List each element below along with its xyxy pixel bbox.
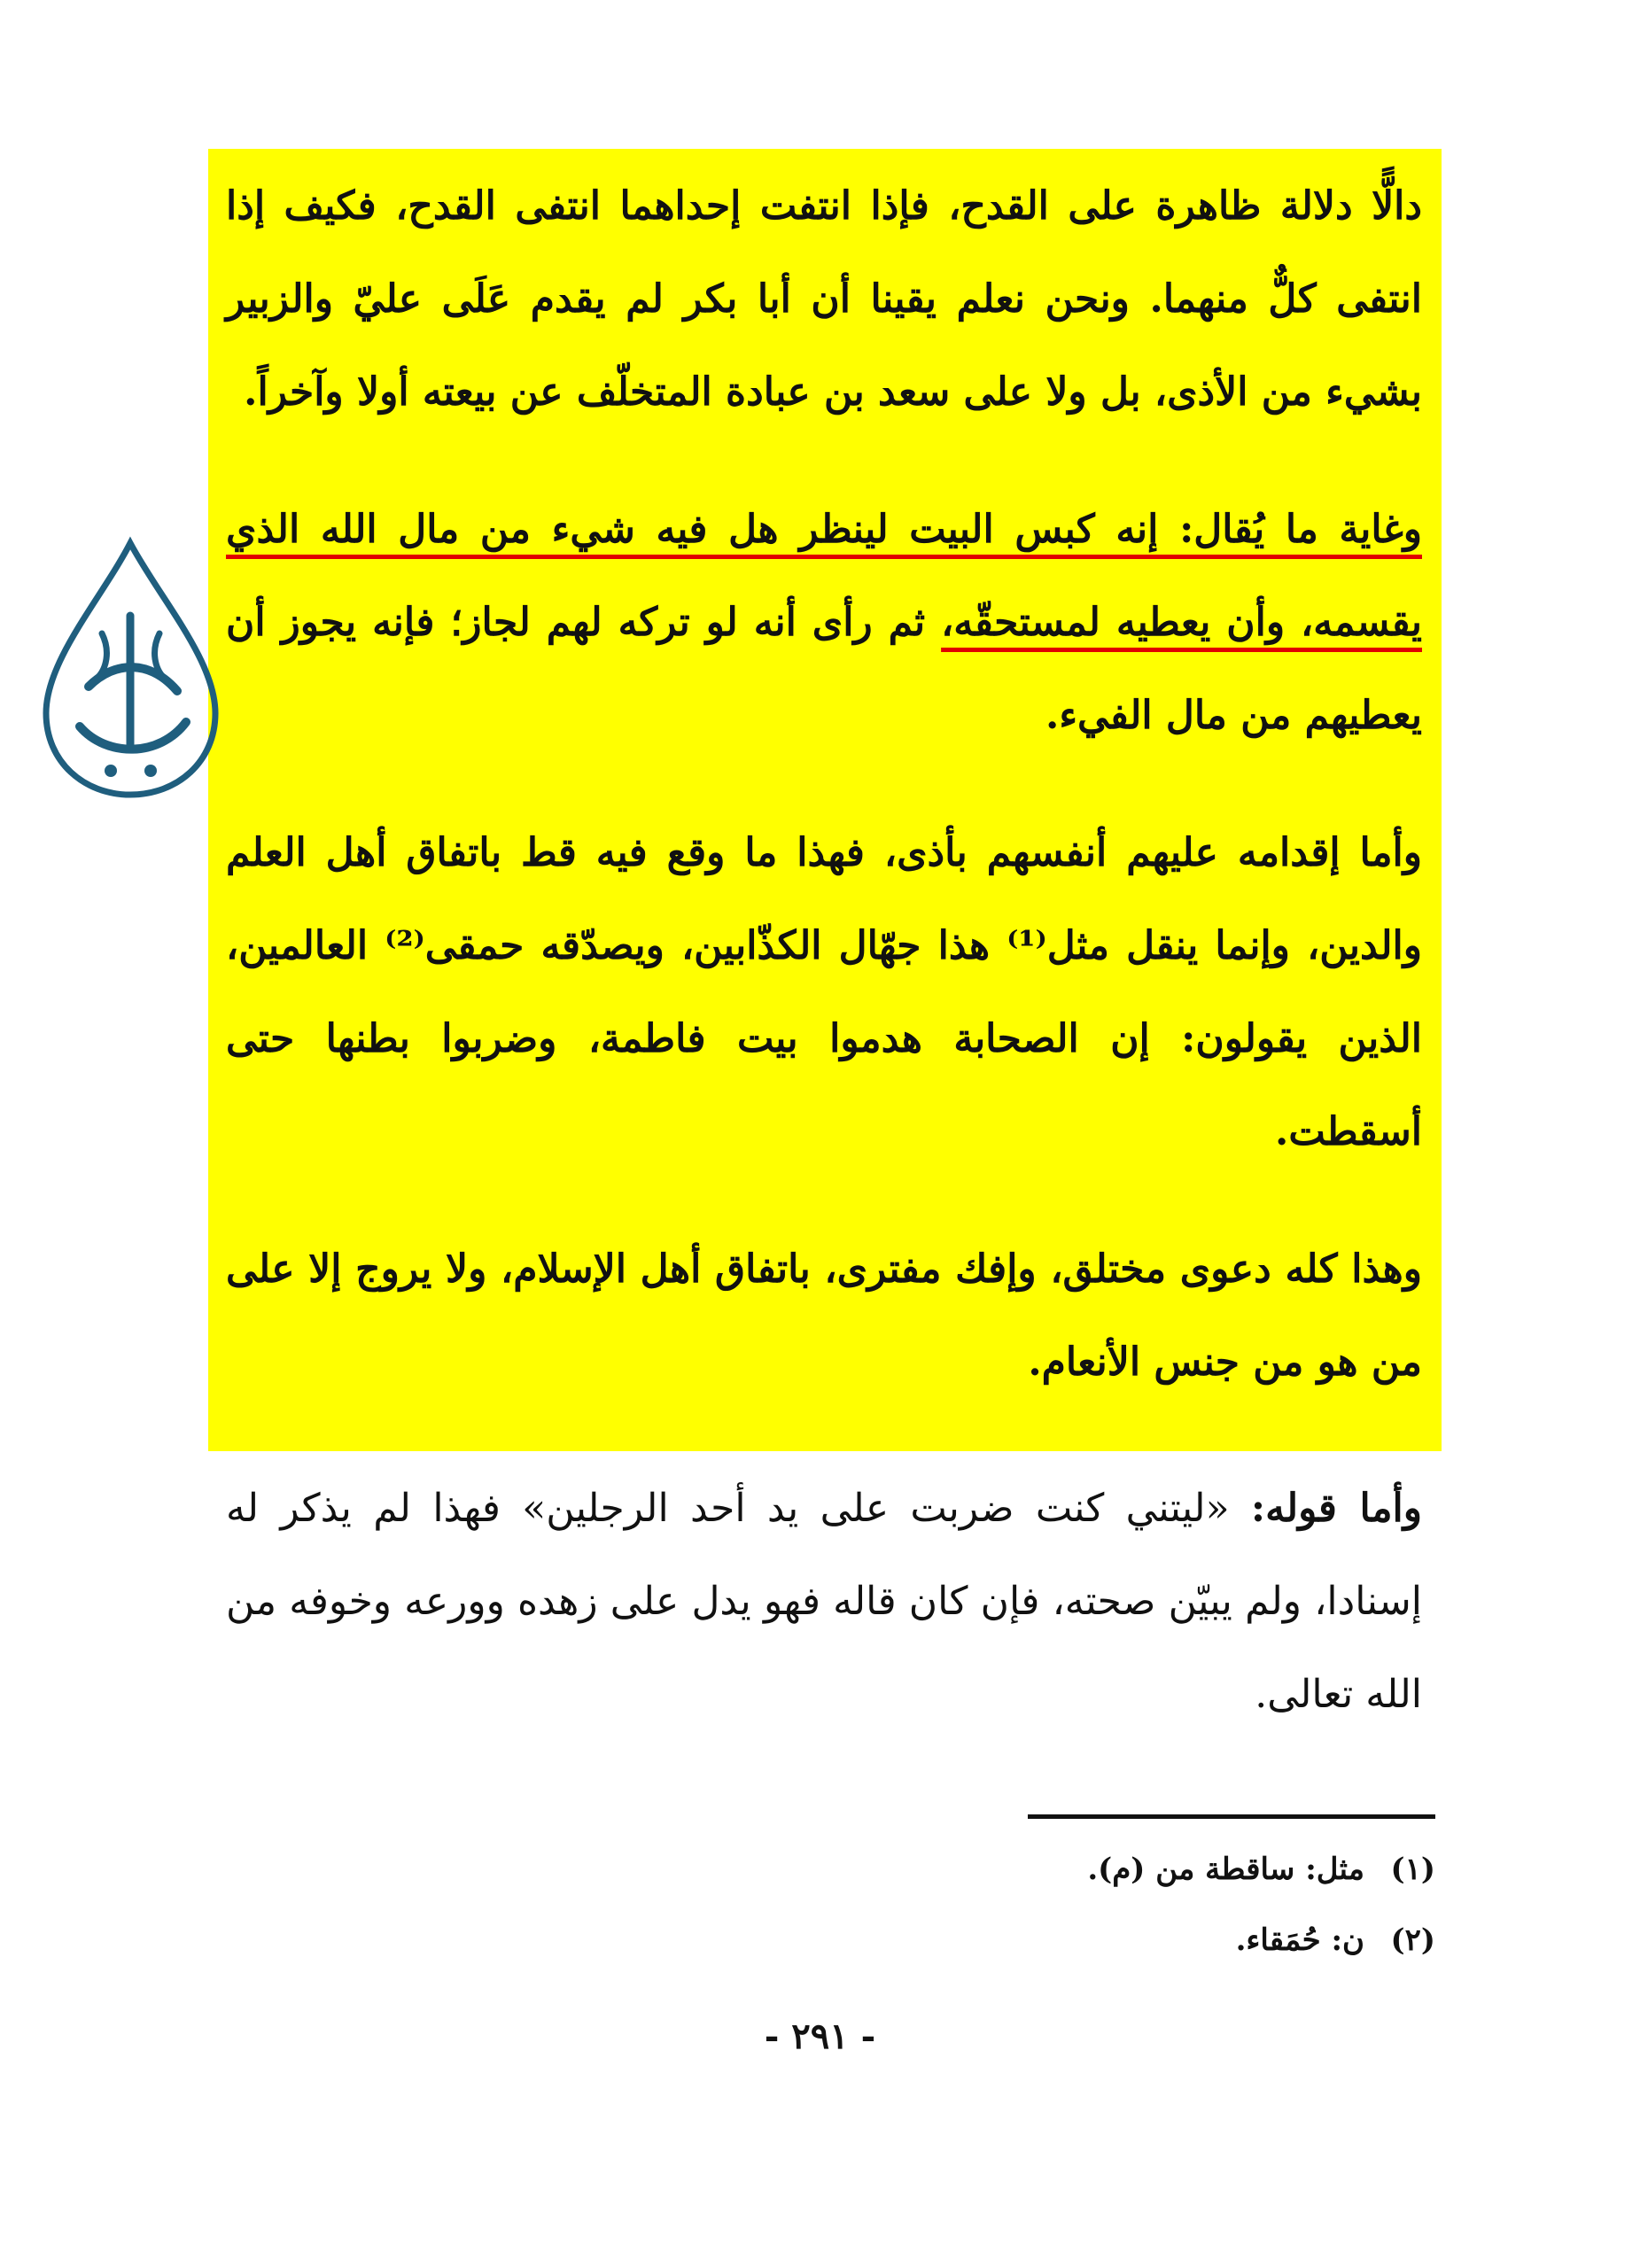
footnote-2-text: ن: حُمَقاء. [1235, 1922, 1364, 1958]
highlighted-text-block [226, 159, 1422, 1409]
footnote-2 [797, 1905, 1435, 1976]
page-number: - ٢٩١ - [764, 2016, 876, 2057]
paragraph-2-rest: ثم رأى أنه لو تركه لهم لجاز؛ فإنه يجوز أن يعطيهم من مال الفيء. [226, 600, 1422, 738]
footnote-1-number: (١) [1390, 1852, 1435, 1887]
watermark-dot-1 [105, 765, 117, 777]
watermark-dot-2 [144, 765, 157, 777]
footnote-1 [797, 1834, 1435, 1905]
paragraph-body: «ليتني كنت ضربت على يد أحد الرجلين» فهذا لم يذكر له إسنادا، ولم يبيّن صحته، فإن كان قاله فهو يدل على زهده وورعه وخوفه من الله تعالى. [226, 1486, 1422, 1717]
paragraph-2 [226, 483, 1422, 762]
paragraph-4: وهذا كله دعوى مختلق، وإفك مفترى، باتفاق أهل الإسلام، ولا يروج إلا على من هو من جنس الأنعام. [226, 1247, 1422, 1385]
red-underlined-text: وغاية ما يُقال: إنه كبس البيت لينظر هل فيه شيء من مال الله الذي يقسمه، وأن يعطيه لمستحقّه، [226, 507, 1422, 645]
footnote-divider [1028, 1814, 1435, 1819]
plain-paragraph [226, 1462, 1422, 1741]
footnote-1-text: مثل: ساقطة من (م). [1087, 1852, 1364, 1887]
paragraph-1: دالًّا دلالة ظاهرة على القدح، فإذا انتفت إحداهما انتفى القدح، فكيف إذا انتفى كلٌّ منهما. ونحن نعلم يقينا أن أبا بكر لم يقدم عَلَى عليّ والزبير بشيء من الأذى، بل ولا على سعد بن عبادة المتخلّف عن بيعته أولا وآخراً. [226, 183, 1422, 415]
paragraph-lead: وأما قوله: [1250, 1486, 1422, 1531]
calligraphy-watermark-logo [35, 536, 226, 802]
footnote-2-number: (٢) [1390, 1922, 1435, 1958]
paragraph-3: وأما إقدامه عليهم أنفسهم بأذى، فهذا ما وقع فيه قط باتفاق أهل العلم والدين، وإنما ينقل مثل⁽¹⁾ هذا جهّال الكذّابين، ويصدّقه حمقى⁽²⁾ العالمين، الذين يقولون: إن الصحابة هدموا بيت فاطمة، وضربوا بطنها حتى أسقطت. [226, 830, 1422, 1154]
footnotes [797, 1834, 1435, 1976]
